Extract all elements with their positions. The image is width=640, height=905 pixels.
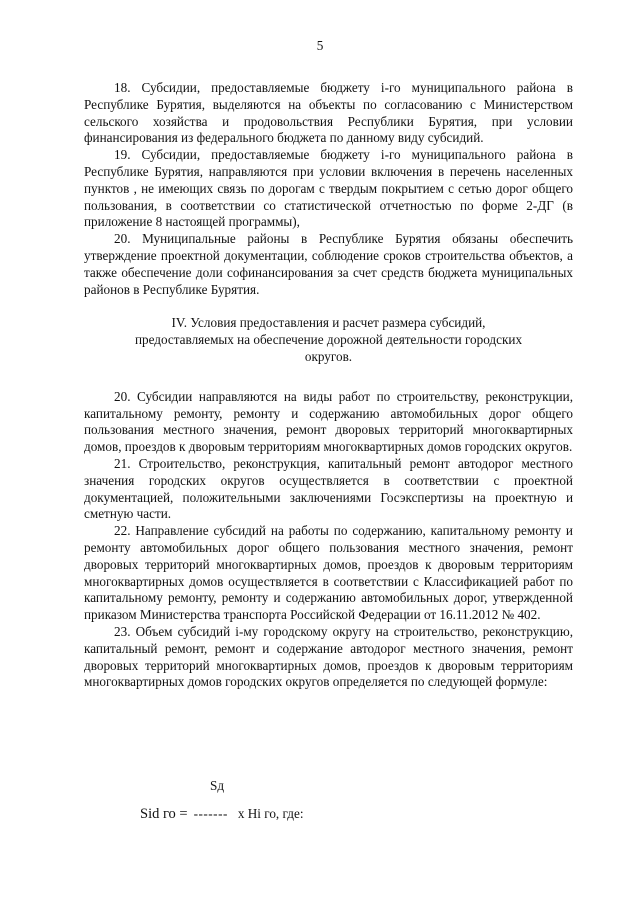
page-number: 5	[316, 38, 324, 53]
formula-line	[140, 806, 303, 823]
formula-fraction-bar: -------	[193, 806, 228, 821]
formula-numerator: Sд	[210, 778, 225, 793]
paragraph-22: 22. Направление субсидий на работы по содержанию, капитальному ремонту и ремонту автомобильных дорог общего пользования местного значения, ремонт дворовых территорий многоквартирных домов, проездов к дворовым территориям многоквартирных домов осуществляется в соответствии с Классификацией работ по капитальному ремонту, ремонту и содержанию автомобильных дорог, утвержденной приказом Министерства транспорта Российской Федерации от 16.11.2012 № 402.	[84, 523, 573, 623]
formula-rhs: x Hi го, где:	[237, 806, 304, 821]
paragraph-18: 18. Субсидии, предоставляемые бюджету i-го муниципального района в Республике Бурятия, выделяются на объекты по согласованию с Министерством сельского хозяйства и продовольствия Республики Бурятия, при условии финансирования из федерального бюджета по данному виду субсидий.	[84, 80, 573, 146]
formula-lhs: Sid го =	[140, 806, 188, 822]
paragraph-19: 19. Субсидии, предоставляемые бюджету i-го муниципального района в Республике Бурятия, направляются при условии включения в перечень населенных пунктов , не имеющих связь по дорогам с твердым покрытием с сетью дорог общего пользования, в соответствии со статистической отчетностью по форме 2-ДГ (в приложение 8 настоящей программы),	[84, 147, 573, 230]
paragraph-23: 23. Объем субсидий i-му городскому округу на строительство, реконструкцию, капитальный ремонт, ремонт и содержание автодорог местного значения, ремонт дворовых территорий многоквартирных домов, проездов к дворовым территориям многоквартирных домов городских округов определяется по следующей формуле:	[84, 623, 573, 690]
section-heading: IV. Условия предоставления и расчет размера субсидий, предоставляемых на обеспечение дорожной деятельности городских округов.	[134, 315, 523, 364]
paragraph-20-subsidies: 20. Субсидии направляются на виды работ по строительству, реконструкции, капитальному ремонту, ремонту и содержанию автомобильных дорог общего пользования местного значения, ремонт дворовых территорий многоквартирных домов, проездов к дворовым территориям многоквартирных домов городских округов.	[84, 388, 573, 455]
paragraph-20-districts: 20. Муниципальные районы в Республике Бурятия обязаны обеспечить утверждение проектной документации, соблюдение сроков строительства объектов, а также обеспечение доли софинансирования за счет средств бюджета муниципальных районов в Республике Бурятия.	[84, 231, 573, 297]
document-body	[84, 80, 573, 691]
paragraph-21: 21. Строительство, реконструкция, капитальный ремонт автодорог местного значения городских округов осуществляется в соответствии с проектной документацией, положительными заключениями Госэкспертизы на проектную и сметную части.	[84, 455, 573, 522]
